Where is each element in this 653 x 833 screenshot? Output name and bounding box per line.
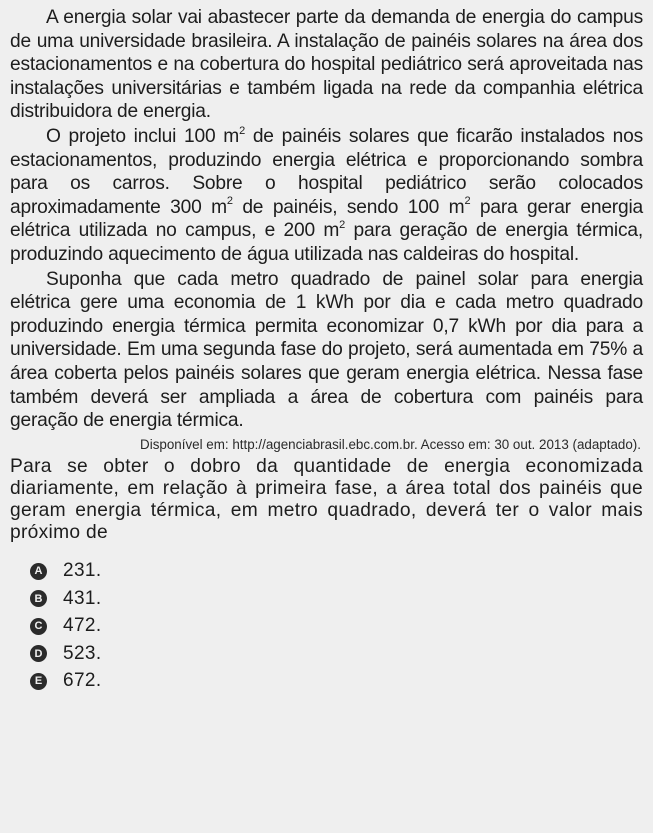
squared-1: 2	[239, 124, 245, 137]
option-e[interactable]	[30, 668, 643, 695]
squared-3: 2	[464, 195, 471, 208]
squared-2: 2	[226, 195, 233, 208]
option-c-letter-icon: C	[30, 618, 47, 635]
paragraph-2	[10, 125, 643, 267]
p2-part-a: O projeto inclui 100 m	[46, 125, 240, 147]
option-d[interactable]	[30, 640, 643, 667]
paragraph-1: A energia solar vai abastecer parte da demanda de energia do campus de uma universidade brasileira. A instalação de painéis solares na área dos estacionamentos e na cobertura do hospital pediátrico será aproveitada nas instalações universitárias e também ligada na rede da companhia elétrica distribuidora de energia.	[10, 7, 643, 123]
option-a-letter-icon: A	[30, 563, 47, 580]
option-b[interactable]	[30, 585, 643, 612]
option-b-value: 431.	[63, 587, 102, 609]
option-e-value: 672.	[63, 670, 102, 692]
p2-part-c: de painéis, sendo 100 m	[232, 196, 465, 218]
option-e-letter-icon: E	[30, 673, 47, 690]
option-c-value: 472.	[63, 615, 102, 637]
answer-options	[10, 558, 643, 695]
option-d-value: 523.	[63, 642, 102, 664]
option-b-letter-icon: B	[30, 590, 47, 607]
option-c[interactable]	[30, 613, 643, 640]
question-prompt: Para se obter o dobro da quantidade de energia economizada diariamente, em relação à primeira fase, a área total dos painéis que geram energia térmica, em metro quadrado, deverá ter o valor mais próximo de	[10, 455, 643, 543]
p2-part-d: para gerar energia elétrica utilizada no campus, e 200 m	[10, 196, 644, 242]
paragraph-3: Suponha que cada metro quadrado de painel solar para energia elétrica gere uma economia de 1 kWh por dia e cada metro quadrado produzindo energia térmica permita economizar 0,7 kWh por dia para a universidade. Em uma segunda fase do projeto, será aumentada em 75% a área coberta pelos painéis solares que geram energia elétrica. Nessa fase também deverá ser ampliada a área de cobertura com painéis para geração de energia térmica.	[10, 268, 643, 432]
option-d-letter-icon: D	[30, 645, 47, 662]
p2-part-e: para geração de energia térmica, produzindo aquecimento de água utilizada nas caldeiras do hospital.	[10, 220, 643, 265]
option-a-value: 231.	[63, 560, 102, 582]
source-citation: Disponível em: http://agenciabrasil.ebc.com.br. Acesso em: 30 out. 2013 (adaptado).	[140, 436, 641, 452]
p2-part-b: de painéis solares que ficarão instalados nos estacionamentos, produzindo energia elétrica e proporcionando sombra para os carros. Sobre o hospital pediátrico serão colocados aproximadamente 300 m	[10, 125, 643, 218]
squared-4: 2	[339, 218, 346, 231]
option-a[interactable]	[30, 558, 643, 585]
